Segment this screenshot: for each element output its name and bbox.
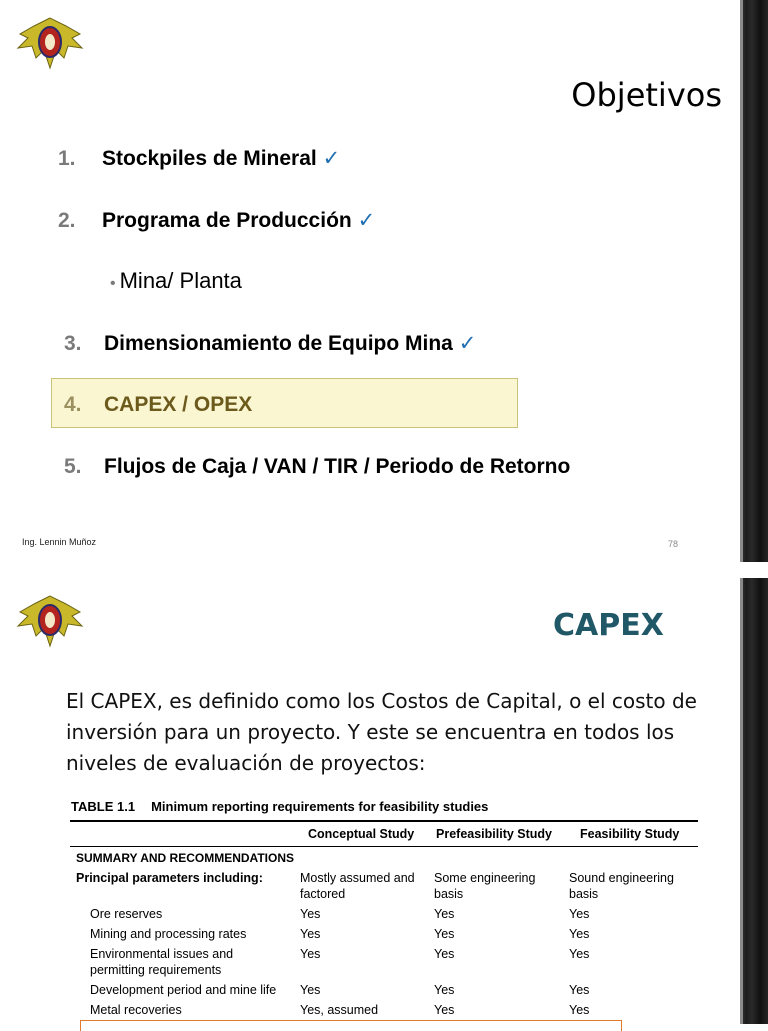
table-cell — [434, 870, 535, 902]
slide-title: Objetivos — [571, 76, 722, 114]
capex-definition — [66, 686, 738, 779]
table-row-label: Mining and processing rates — [90, 927, 247, 941]
checkmark-icon: ✓ — [322, 147, 341, 170]
table-cell — [300, 870, 415, 902]
table-cell: Yes — [300, 947, 321, 961]
scrollbar-edge — [740, 0, 743, 1024]
table-cell: Yes — [300, 907, 321, 921]
checkmark-icon: ✓ — [357, 209, 376, 232]
table-cell: Yes — [434, 907, 455, 921]
highlight-box-partial — [80, 1020, 622, 1031]
table-cell: Yes — [569, 1003, 590, 1017]
paragraph-line: niveles de evaluación de proyectos: — [66, 751, 426, 775]
column-header: Prefeasibility Study — [436, 827, 553, 841]
item-text: Dimensionamiento de Equipo Mina — [104, 332, 453, 355]
table-row-label: Metal recoveries — [90, 1003, 182, 1017]
table-row-label — [90, 946, 233, 978]
item-number: 5. — [64, 455, 82, 478]
slide-title-capex: CAPEX — [553, 608, 664, 643]
item-number: 2. — [58, 209, 76, 232]
objective-item-5 — [64, 455, 570, 479]
table-cell: Yes — [434, 983, 455, 997]
item-number: 1. — [58, 147, 76, 170]
university-logo — [14, 12, 86, 72]
footer-author: Ing. Lennin Muñoz — [22, 537, 97, 547]
table-row-label: Development period and mine life — [90, 983, 277, 997]
item-text: Stockpiles de Mineral — [102, 147, 317, 170]
item-text: Programa de Producción — [102, 209, 352, 232]
objective-subitem — [110, 268, 242, 294]
slide-viewer-scrollbar[interactable] — [740, 0, 768, 1024]
item-number: 4. — [64, 393, 82, 416]
item-text: Flujos de Caja / VAN / TIR / Periodo de Retorno — [104, 455, 571, 478]
cell-line: basis — [569, 887, 599, 901]
paragraph-line: El CAPEX, es definido como los Costos de Capital, o el costo de — [66, 689, 697, 713]
table-cell: Yes — [569, 907, 590, 921]
table-section-label: SUMMARY AND RECOMMENDATIONS — [76, 851, 294, 865]
checkmark-icon: ✓ — [458, 332, 477, 355]
slide-separator — [740, 562, 768, 578]
cell-line: Mostly assumed and — [300, 871, 415, 885]
table-cell: Yes, assumed — [300, 1003, 379, 1017]
item-number: 3. — [64, 332, 82, 355]
objective-item-3 — [64, 331, 476, 356]
objective-item-1 — [58, 146, 340, 171]
table-cell — [569, 870, 674, 902]
objective-item-4 — [64, 393, 252, 417]
university-logo — [14, 590, 86, 650]
cell-line: Environmental issues and — [90, 947, 234, 961]
bullet-icon: • — [110, 275, 116, 292]
column-header: Conceptual Study — [308, 827, 415, 841]
cell-line: factored — [300, 887, 346, 901]
table-caption — [71, 799, 488, 814]
paragraph-line: inversión para un proyecto. Y este se encuentra en todos los — [66, 720, 675, 744]
table-cell: Yes — [300, 927, 321, 941]
cell-line: Sound engineering — [569, 871, 674, 885]
table-cell: Yes — [569, 983, 590, 997]
cell-line: basis — [434, 887, 464, 901]
table-caption-text: Minimum reporting requirements for feasibility studies — [151, 799, 489, 814]
table-cell: Yes — [569, 927, 590, 941]
cell-line: Some engineering — [434, 871, 536, 885]
table-row-label: Principal parameters including: — [76, 871, 263, 885]
objective-item-2 — [58, 208, 375, 233]
table-label: TABLE 1.1 — [71, 799, 136, 814]
table-cell: Yes — [569, 947, 590, 961]
page-number: 78 — [668, 539, 679, 549]
table-cell: Yes — [434, 1003, 455, 1017]
item-text: CAPEX / OPEX — [104, 393, 253, 416]
table-cell: Yes — [434, 927, 455, 941]
table-cell: Yes — [434, 947, 455, 961]
table-row-label: Ore reserves — [90, 907, 163, 921]
table-header-rule — [70, 846, 698, 847]
column-header: Feasibility Study — [580, 827, 680, 841]
table-top-rule — [70, 820, 698, 822]
subitem-text: Mina/ Planta — [119, 268, 242, 293]
table-cell: Yes — [300, 983, 321, 997]
cell-line: permitting requirements — [90, 963, 222, 977]
